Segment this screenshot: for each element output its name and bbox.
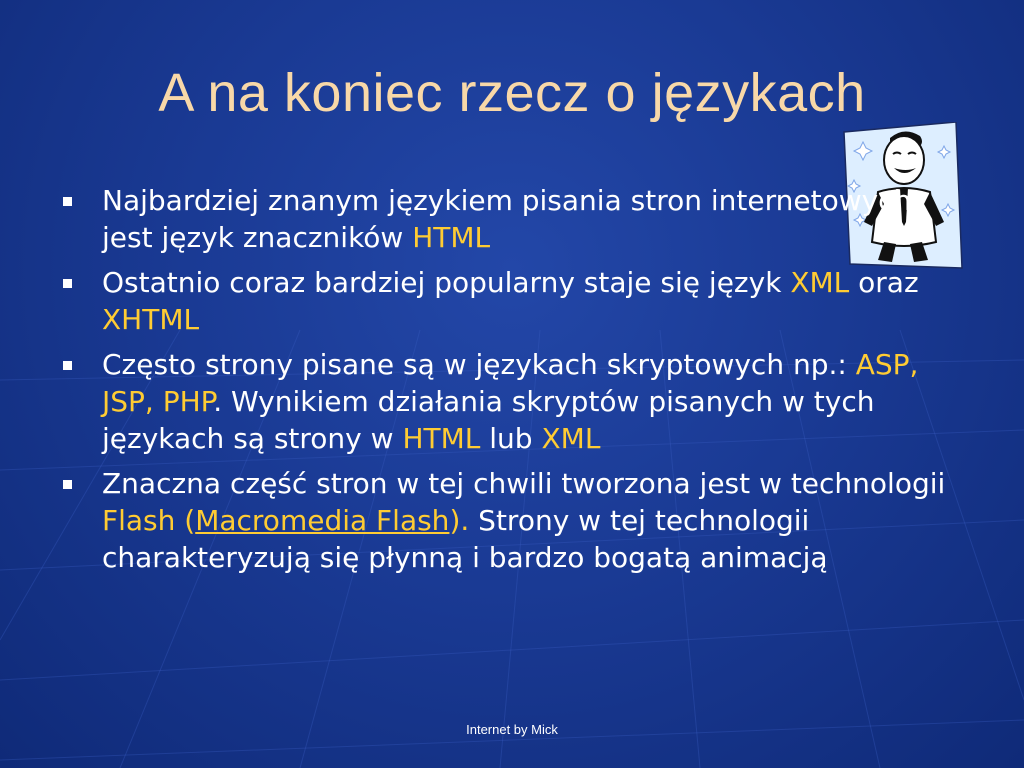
highlight-flash-close: ). bbox=[449, 504, 470, 537]
bullet-item-flash bbox=[60, 465, 960, 576]
bullet-marker-icon bbox=[63, 480, 72, 489]
bullet-item-html bbox=[60, 182, 960, 256]
bullet-text: . Wynikiem działania skryptów pisanych w tych językach są strony w bbox=[102, 385, 875, 455]
bullet-text: Często strony pisane są w językach skryptowych np.: bbox=[102, 348, 856, 381]
bullet-marker-icon bbox=[63, 197, 72, 206]
bullet-text: Strony w tej technologii charakteryzują się płynną i bardzo bogatą animacją bbox=[102, 504, 828, 574]
slide-footer: Internet by Mick bbox=[466, 722, 558, 737]
bullet-text: oraz bbox=[849, 266, 919, 299]
highlight-xml: XML bbox=[541, 422, 601, 455]
bullet-marker-icon bbox=[63, 361, 72, 370]
highlight-xhtml: XHTML bbox=[102, 303, 200, 336]
macromedia-flash-link[interactable]: Macromedia Flash bbox=[195, 504, 450, 537]
slide-title: A na koniec rzecz o językach bbox=[158, 63, 866, 123]
bullet-text: lub bbox=[480, 422, 542, 455]
bullet-text: Znaczna część stron w tej chwili tworzona jest w technologii bbox=[102, 467, 946, 500]
bullet-marker-icon bbox=[63, 279, 72, 288]
bullet-text: Ostatnio coraz bardziej popularny staje się język bbox=[102, 266, 791, 299]
bullet-list bbox=[60, 182, 960, 584]
highlight-xml: XML bbox=[790, 266, 850, 299]
highlight-asp-jsp-php: ASP, JSP, PHP bbox=[102, 348, 919, 418]
bullet-item-scripts bbox=[60, 346, 960, 457]
highlight-html: HTML bbox=[402, 422, 481, 455]
bullet-item-xml bbox=[60, 264, 960, 338]
highlight-flash: Flash ( bbox=[102, 504, 196, 537]
highlight-html: HTML bbox=[412, 221, 491, 254]
bullet-text: Najbardziej znanym językiem pisania stron internetowych jest język znaczników bbox=[102, 184, 912, 254]
